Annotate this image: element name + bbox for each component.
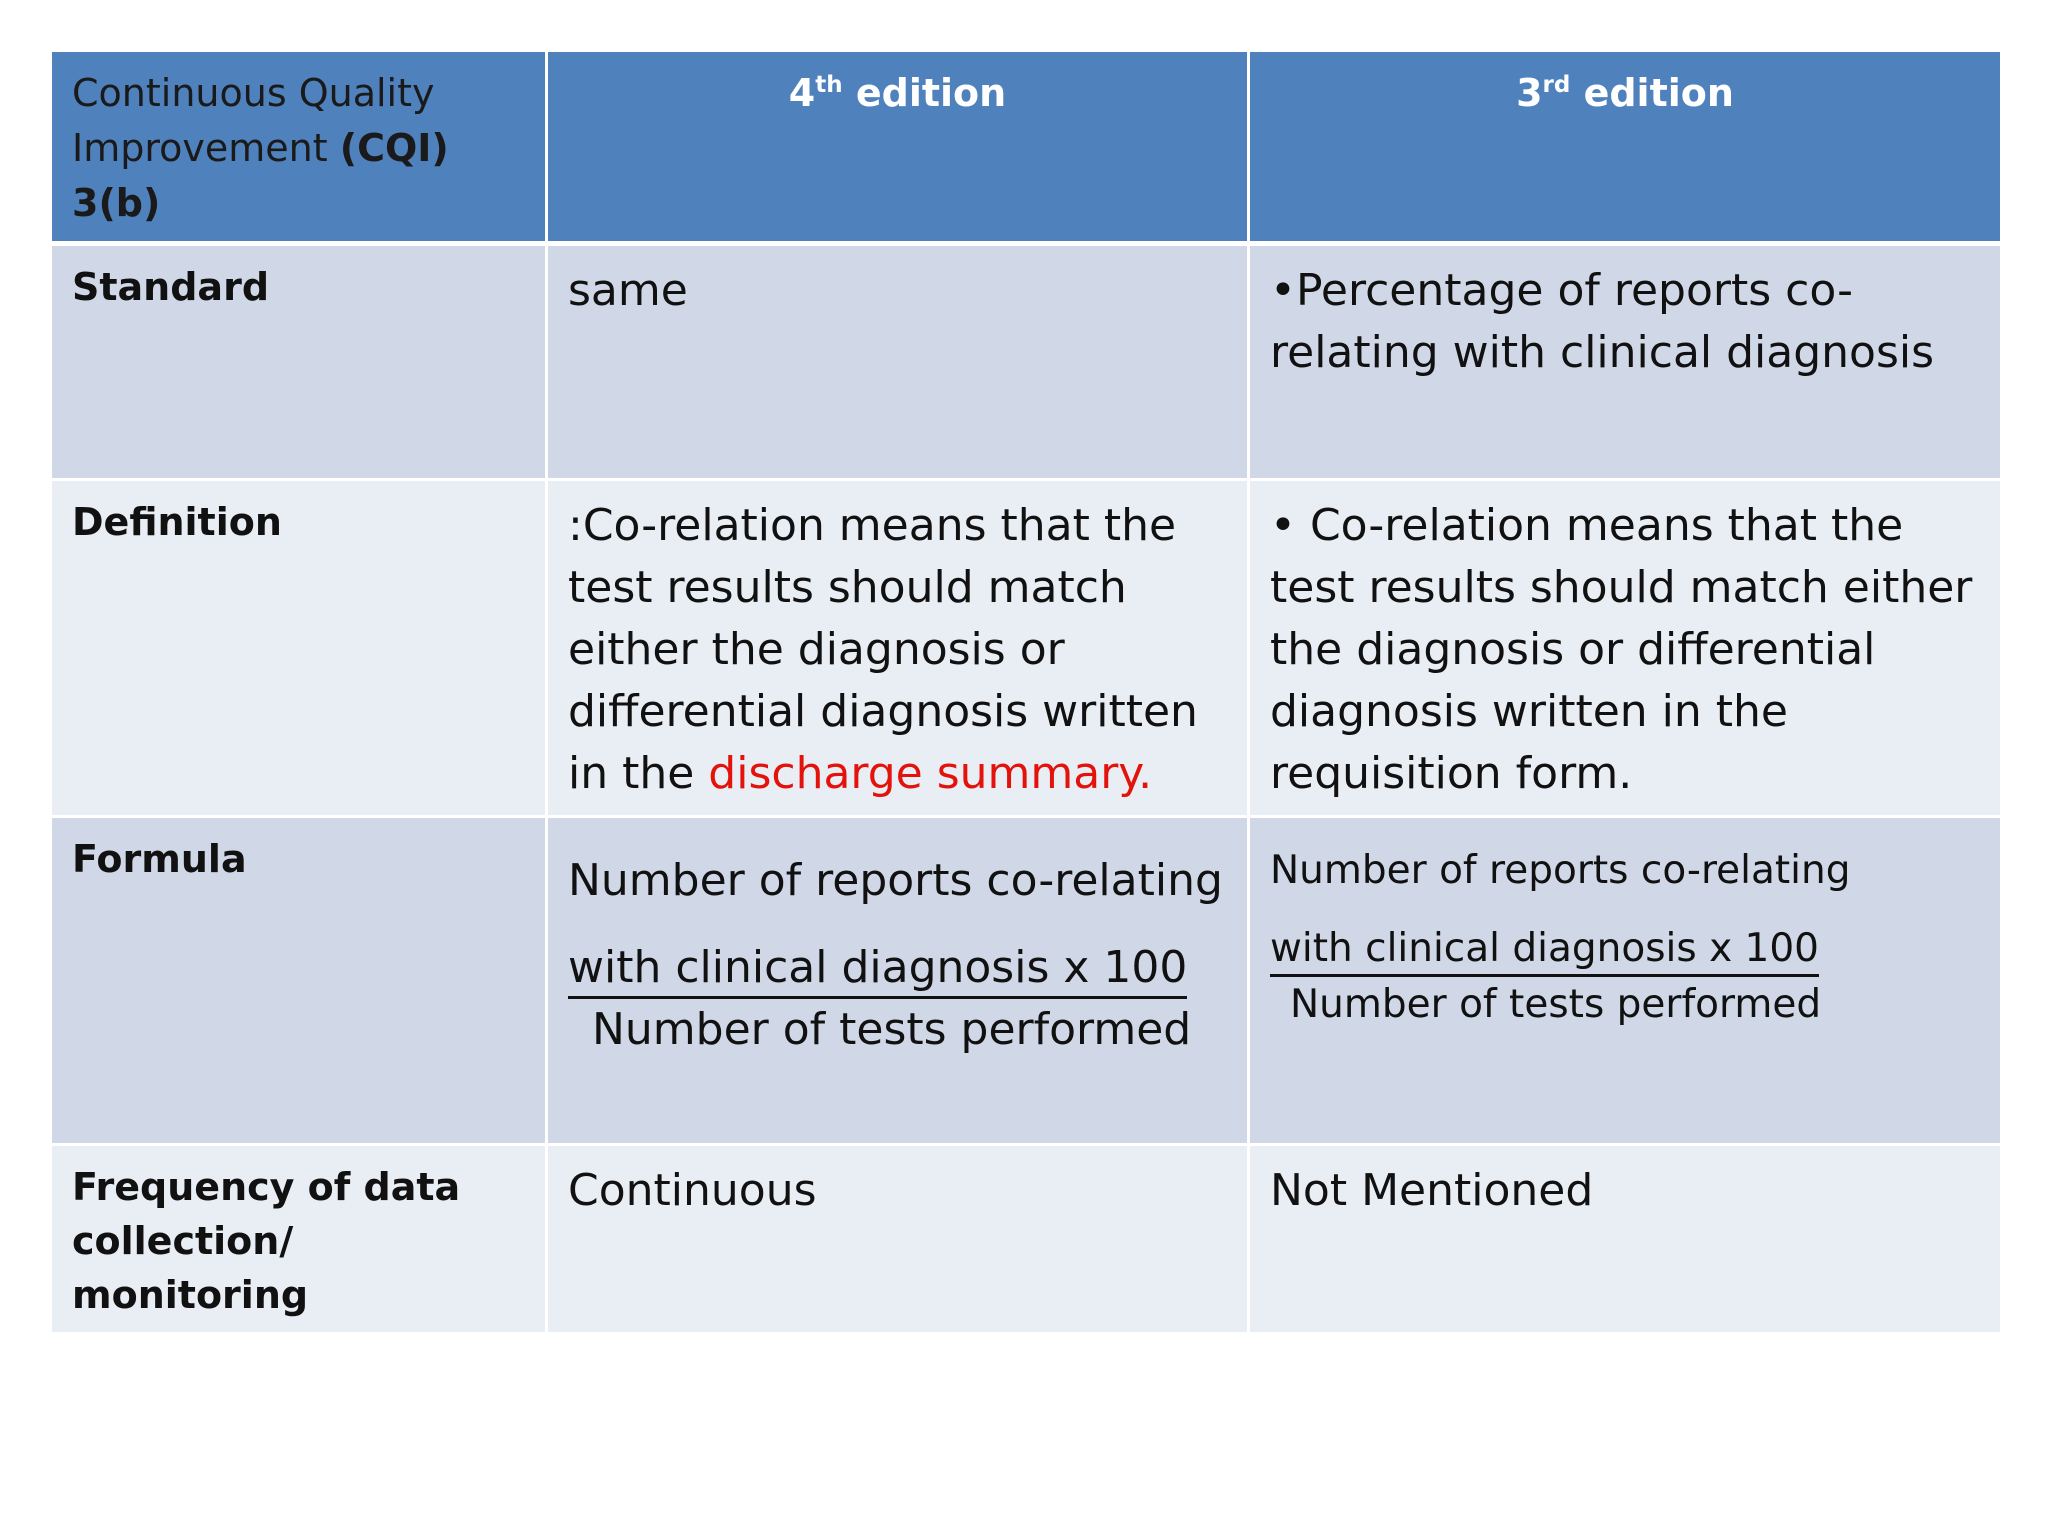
formula-4th-numerator-1: Number of reports co-relating xyxy=(568,855,1223,906)
formula-4th-denominator: Number of tests performed xyxy=(592,1004,1192,1055)
header-row xyxy=(52,52,2000,246)
standard-4th-cell: same xyxy=(548,246,1250,481)
formula-3rd-denominator: Number of tests performed xyxy=(1290,982,1822,1027)
header-4th-edition xyxy=(548,52,1250,246)
header-4th-label: edition xyxy=(842,71,1007,115)
table-row-standard xyxy=(52,246,2000,481)
row-label-frequency: Frequency of data collection/ monitoring xyxy=(52,1146,548,1335)
row-label-standard: Standard xyxy=(52,246,548,481)
definition-3rd-cell: • Co-relation means that the test results should match either the diagnosis or differential diagnosis written in the requisition form. xyxy=(1250,481,2000,818)
row-label-formula: Formula xyxy=(52,818,548,1146)
table-row-definition xyxy=(52,481,2000,818)
header-4th-suffix: th xyxy=(815,72,843,98)
row-label-definition: Definition xyxy=(52,481,548,818)
frequency-4th-cell: Continuous xyxy=(548,1146,1250,1335)
formula-4th-numerator-2: with clinical diagnosis x 100 xyxy=(568,940,1187,999)
definition-4th-cell xyxy=(548,481,1250,818)
formula-3rd-cell xyxy=(1250,818,2000,1146)
table-row-formula xyxy=(52,818,2000,1146)
header-4th-number: 4 xyxy=(788,71,816,115)
header-3rd-label: edition xyxy=(1570,71,1734,115)
header-cqi-title xyxy=(52,52,548,246)
header-3rd-number: 3 xyxy=(1516,71,1543,115)
formula-3rd-numerator-2: with clinical diagnosis x 100 xyxy=(1270,924,1819,977)
definition-4th-text: :Co-relation means that the test results should match either the diagnosis or differential diagnosis written in the xyxy=(568,500,1198,799)
comparison-table xyxy=(52,52,2000,1335)
definition-4th-highlight: discharge summary. xyxy=(708,748,1153,799)
header-3rd-suffix: rd xyxy=(1542,72,1571,98)
header-cqi-code: (CQI) 3(b) xyxy=(72,126,449,225)
formula-4th-cell xyxy=(548,818,1250,1146)
formula-3rd-numerator-1: Number of reports co-relating xyxy=(1270,848,1851,893)
table-row-frequency xyxy=(52,1146,2000,1335)
standard-3rd-cell: •Percentage of reports co-relating with clinical diagnosis xyxy=(1250,246,2000,481)
frequency-3rd-cell: Not Mentioned xyxy=(1250,1146,2000,1335)
header-3rd-edition xyxy=(1250,52,2000,246)
header-cqi-plain: Continuous Quality Improvement xyxy=(72,71,435,170)
